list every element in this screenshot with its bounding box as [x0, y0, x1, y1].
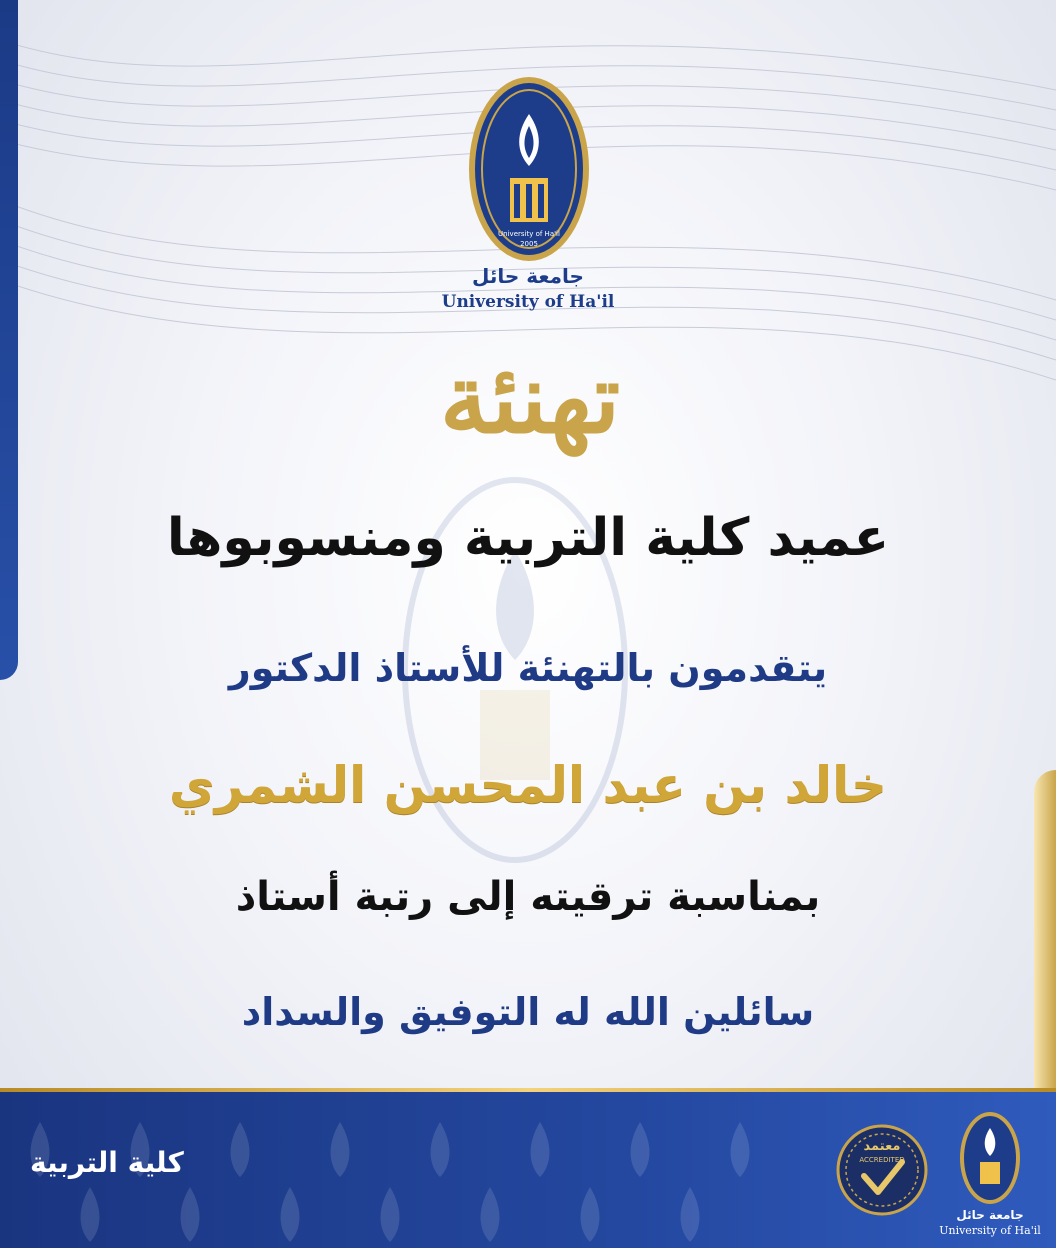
greeting-word: تهنئة — [439, 342, 621, 455]
footer-brand-arabic: جامعة حائل — [956, 1208, 1024, 1222]
university-logo — [466, 74, 592, 264]
message-line-dean: عميد كلية التربية ومنسوبوها — [166, 508, 890, 568]
footer-university-logo — [958, 1110, 1022, 1206]
footer-brand-english: University of Ha'il — [939, 1224, 1041, 1237]
accreditation-ar: معتمد — [863, 1139, 901, 1154]
left-accent-bar — [0, 0, 18, 680]
message-line-congratulate: يتقدمون بالتهنئة للأستاذ الدكتور — [228, 646, 828, 690]
message-line-occasion: بمناسبة ترقيته إلى رتبة أستاذ — [235, 874, 821, 920]
accreditation-en: ACCREDITED — [859, 1156, 905, 1164]
college-label: كلية التربية — [30, 1146, 184, 1179]
brand-name-english: University of Ha'il — [441, 292, 615, 312]
right-gold-accent — [1034, 770, 1056, 1090]
brand-name-arabic: جامعة حائل — [472, 264, 584, 288]
greeting-calligraphy — [380, 332, 680, 462]
accreditation-seal — [836, 1110, 928, 1230]
logo-en-text: University of Ha'il — [498, 230, 560, 238]
logo-year-text: 2005 — [520, 240, 538, 248]
message-line-wishes: سائلين الله له التوفيق والسداد — [241, 990, 815, 1034]
honoree-name: خالد بن عبد المحسن الشمري — [169, 756, 887, 814]
